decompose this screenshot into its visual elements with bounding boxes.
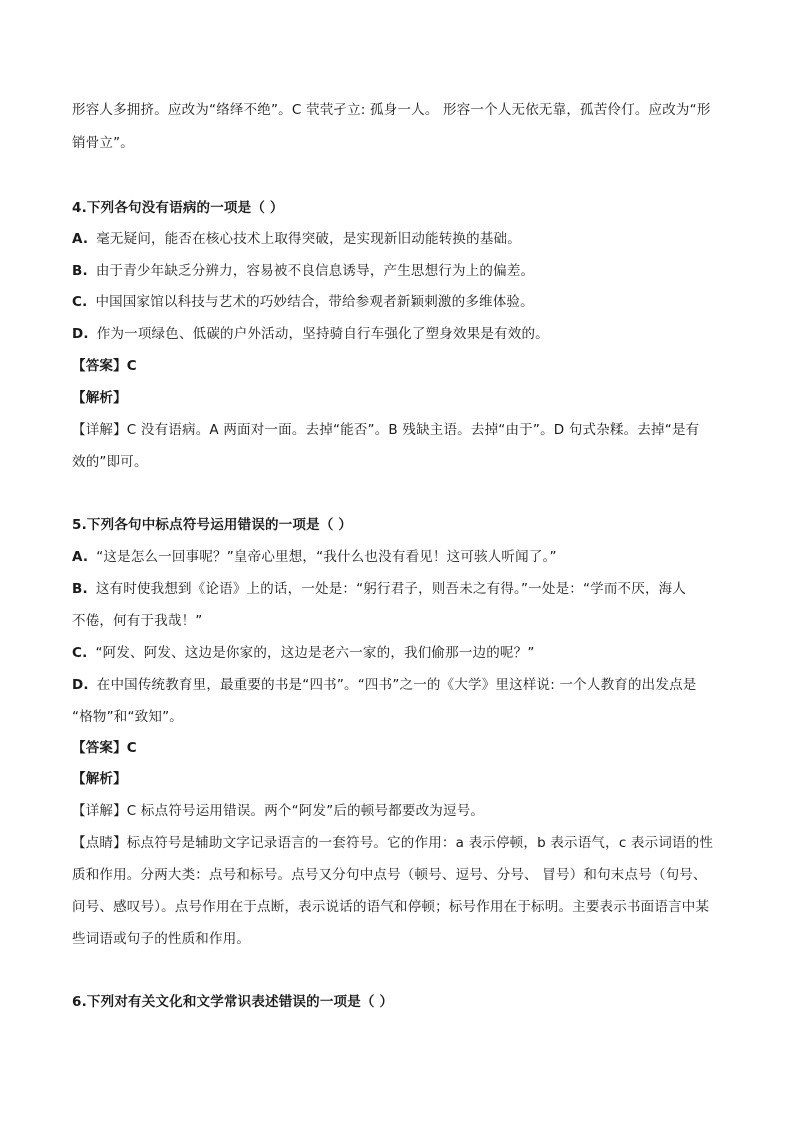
question-4-option-d [72,325,732,343]
option-letter: A. [72,549,89,565]
question-5-option-d-continued: “格物”和“致知”。 [72,709,183,725]
key-point-line: 质和作用。分两大类：点号和标号。点号又分句中点号（顿号、逗号、分号、 冒号）和句末点号（句号、 [72,867,707,883]
explanation-line: 效的”即可。 [72,454,148,470]
key-point-line: 【点睛】标点符号是辅助文字记录语言的一套符号。它的作用：a 表示停顿，b 表示语气，c 表示词语的性 [72,835,714,851]
option-text: 由于青少年缺乏分辨力，容易被不良信息诱导，产生思想行为上的偏差。 [95,263,535,279]
paragraph-line: 形容人多拥挤。应改为“络绎不绝”。C 茕茕孑立: 孤身一人。 形容一个人无依无靠，孤苦伶仃。应改为“形 [72,102,711,118]
option-letter: D. [72,326,89,342]
option-text: “这是怎么一回事呢？”皇帝心里想，“我什么也没有看见！这可骇人听闻了。” [96,549,557,565]
question-4-option-b [72,262,732,280]
option-letter: A. [72,231,89,247]
key-point-line: 问号、感叹号）。点号作用在于点断，表示说话的语气和停顿；标号作用在于标明。主要表示书面语言中某 [72,899,710,915]
option-letter: B. [72,263,88,279]
option-text: “阿发、阿发、这边是你家的，这边是老六一家的，我们偷那一边的呢？” [95,645,535,661]
question-5-stem: 5.下列各句中标点符号运用错误的一项是（ ） [72,517,353,533]
explanation-line: 【详解】C 标点符号运用错误。两个“阿发”后的顿号都要改为逗号。 [72,803,485,819]
option-letter: D. [72,677,89,693]
option-letter: C. [72,294,88,310]
explanation-line: 【详解】C 没有语病。A 两面对一面。去掉“能否”。B 残缺主语。去掉“由于”。D 句式杂糅。去掉“是有 [72,422,700,438]
key-point-line: 些词语或句子的性质和作用。 [72,931,251,947]
paragraph-line: 销骨立”。 [72,135,134,151]
option-letter: C. [72,645,88,661]
option-text: 毫无疑问，能否在核心技术上取得突破，是实现新旧动能转换的基础。 [96,231,521,247]
answer-label: 【答案】C [72,740,137,756]
answer-label: 【答案】C [72,358,137,374]
analysis-label: 【解析】 [72,771,127,787]
option-text: 这有时使我想到《论语》上的话，一处是：“躬行君子，则吾未之有得。”一处是：“学而不厌，海人 [95,581,687,597]
option-text: 作为一项绿色、低碳的户外活动，坚持骑自行车强化了塑身效果是有效的。 [96,326,549,342]
question-5-option-a [72,548,732,566]
question-4-option-c [72,293,732,311]
option-letter: B. [72,581,88,597]
question-5-option-b-continued: 不倦，何有于我哉！” [72,613,203,629]
analysis-label: 【解析】 [72,390,127,406]
option-text: 中国国家馆以科技与艺术的巧妙结合，带给参观者新颖刺激的多维体验。 [95,294,534,310]
question-5-option-c [72,644,732,662]
question-5-option-d [72,676,732,694]
question-4-option-a [72,230,732,248]
question-4-stem: 4.下列各句没有语病的一项是（ ） [72,200,284,216]
question-6-stem: 6.下列对有关文化和文学常识表述错误的一项是（ ） [72,994,394,1010]
option-text: 在中国传统教育里，最重要的书是“四书”。“四书”之一的《大学》里这样说: 一个人教育的出发点是 [96,677,697,693]
question-5-option-b [72,580,732,598]
